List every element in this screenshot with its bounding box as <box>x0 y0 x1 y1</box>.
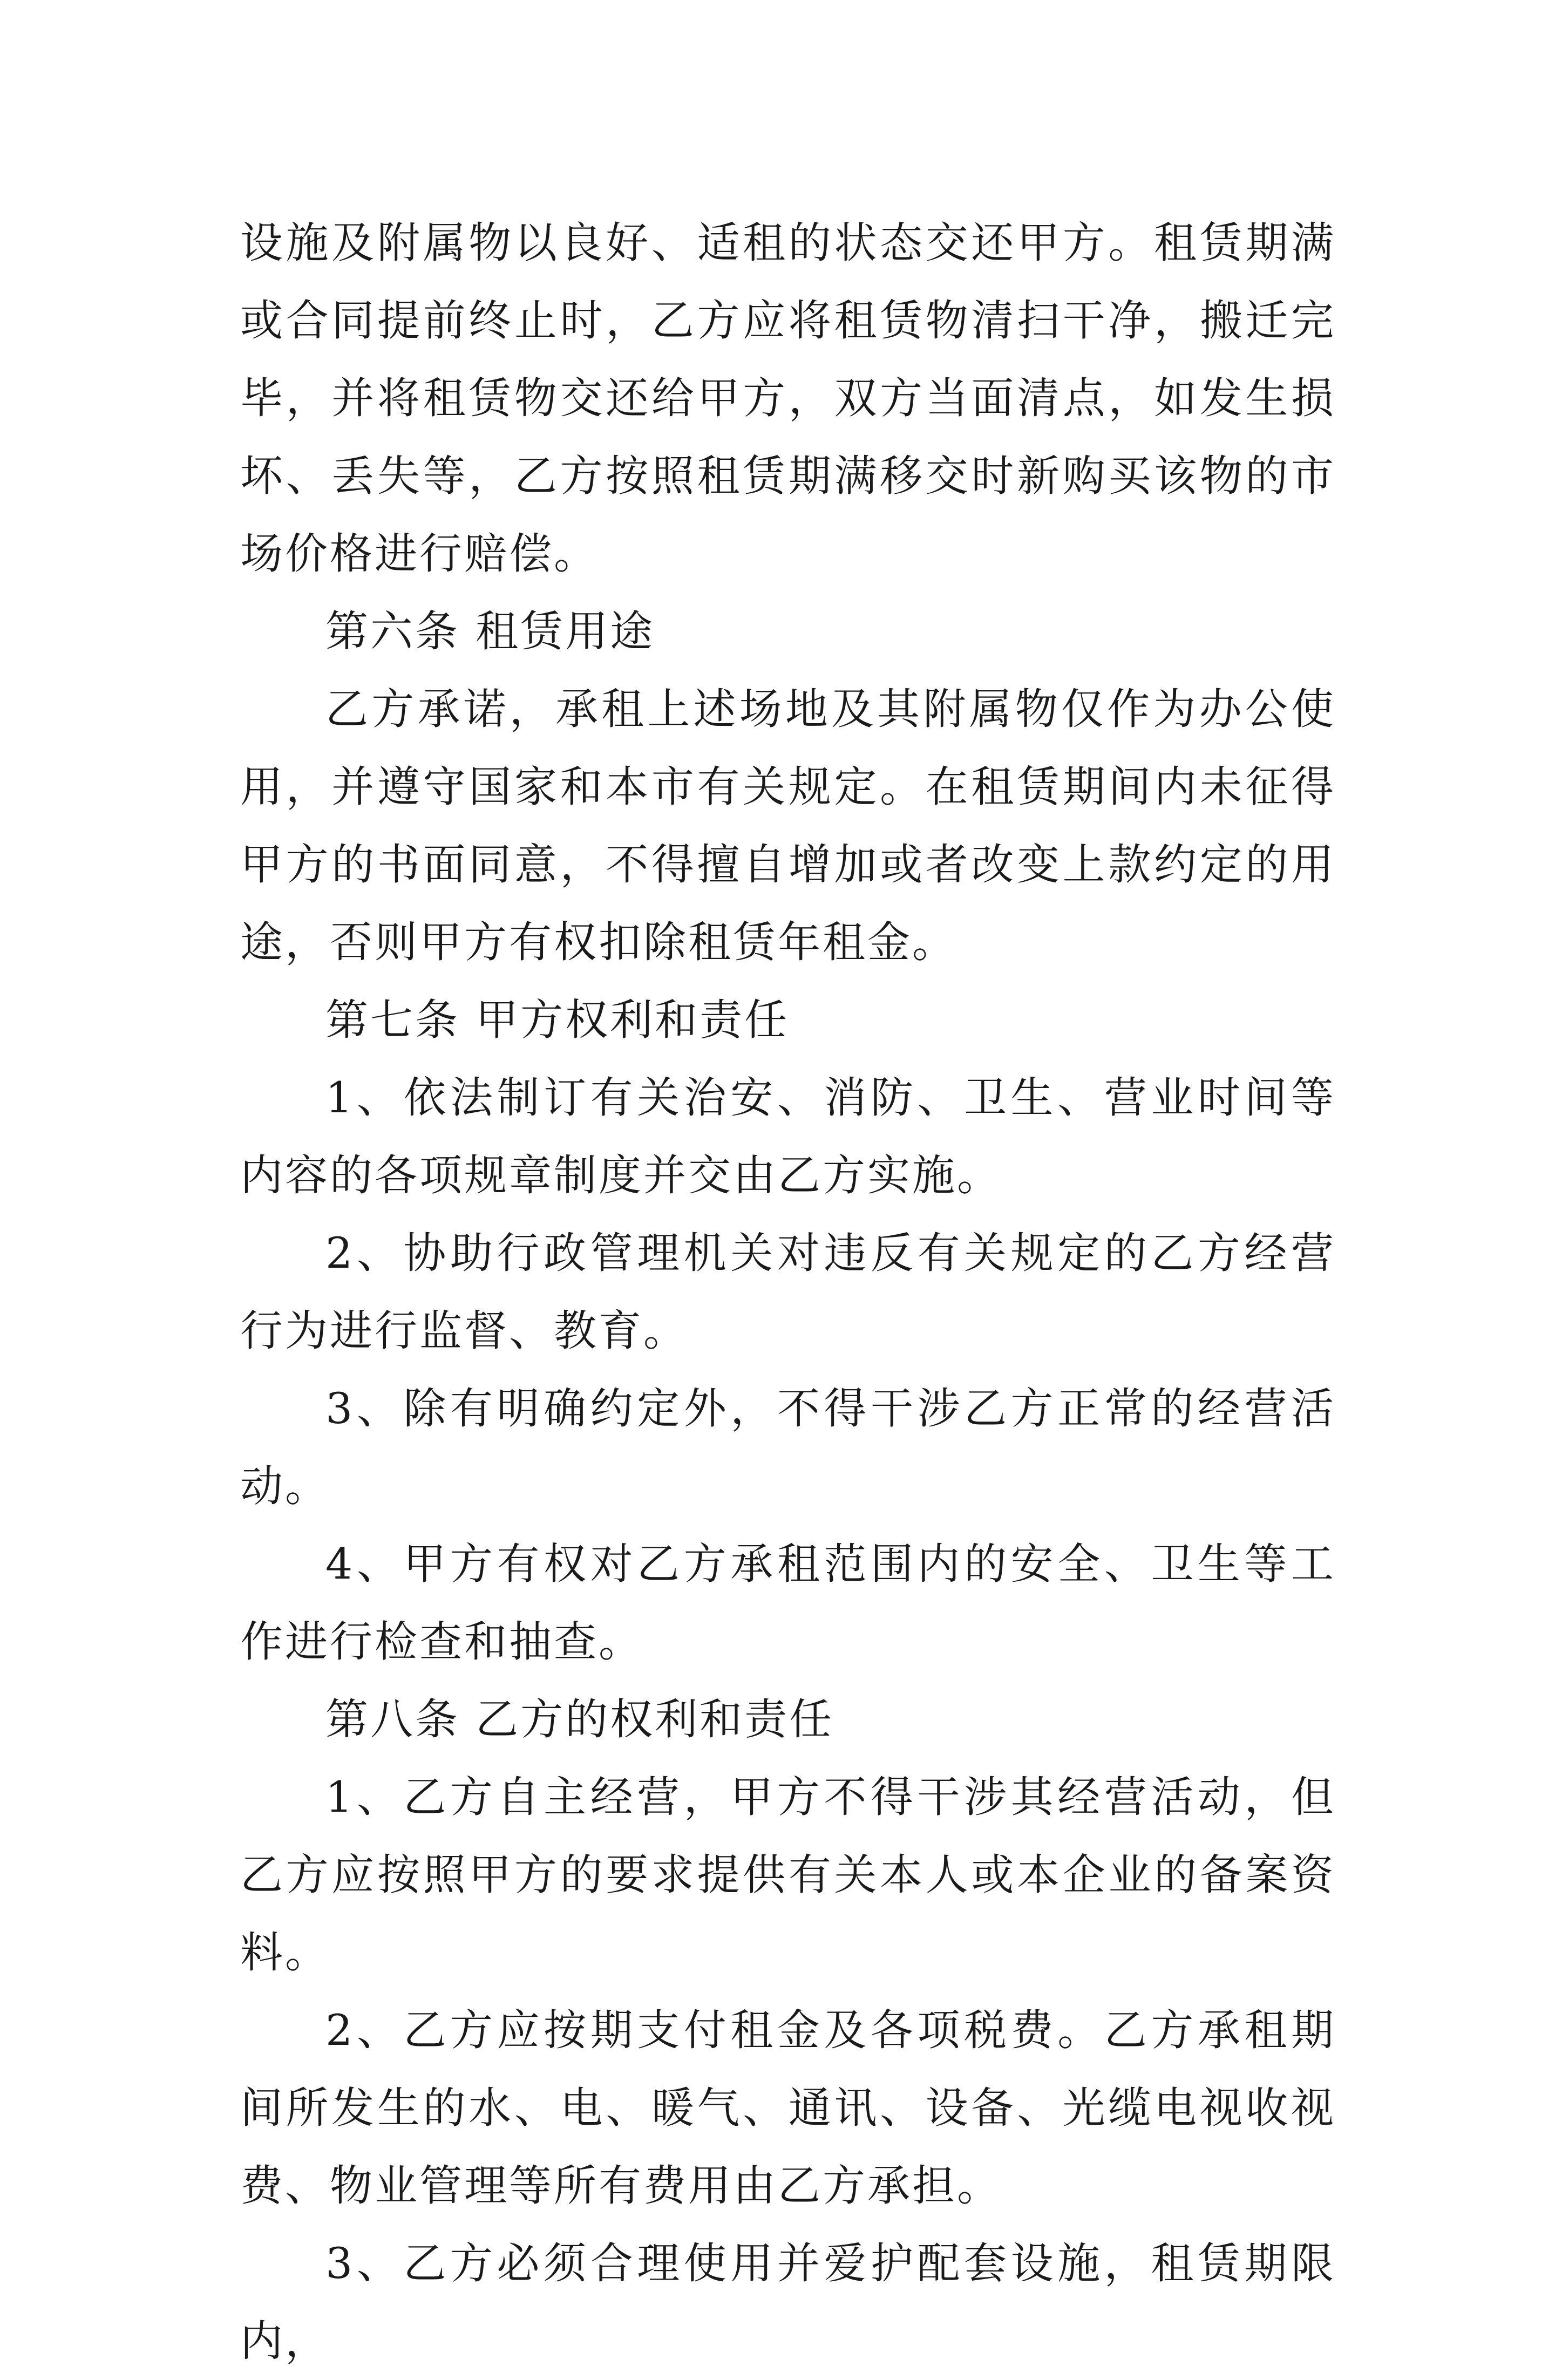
article-8-item-3: 3、乙方必须合理使用并爱护配套设施，租赁期限内， <box>240 2239 1336 2366</box>
article-6-body: 乙方承诺，承租上述场地及其附属物仅作为办公使用，并遵守国家和本市有关规定。在租赁期间内未征得甲方的书面同意，不得擅自增加或者改变上款约定的用途，否则甲方有权扣除租赁年租金。 <box>240 684 1336 967</box>
article-7-heading: 第七条 甲方权利和责任 <box>325 995 790 1045</box>
article-8-heading: 第八条 乙方的权利和责任 <box>325 1695 834 1744</box>
article-7-item-2: 2、协助行政管理机关对违反有关规定的乙方经营行为进行监督、教育。 <box>240 1228 1336 1356</box>
article-8-item-2: 2、乙方应按期支付租金及各项税费。乙方承租期间所发生的水、电、暖气、通讯、设备、光缆电视收视费、物业管理等所有费用由乙方承担。 <box>240 2005 1336 2211</box>
article-8-item-1: 1、乙方自主经营，甲方不得干涉其经营活动，但乙方应按照甲方的要求提供有关本人或本企业的备案资料。 <box>240 1772 1336 1977</box>
article-7-item-3: 3、除有明确约定外，不得干涉乙方正常的经营活动。 <box>240 1384 1336 1511</box>
article-7-item-1: 1、依法制订有关治安、消防、卫生、营业时间等内容的各项规章制度并交由乙方实施。 <box>240 1073 1336 1200</box>
document-body <box>240 204 1336 2380</box>
paragraph-continuation: 设施及附属物以良好、适租的状态交还甲方。租赁期满或合同提前终止时，乙方应将租赁物清扫干净，搬迁完毕，并将租赁物交还给甲方，双方当面清点，如发生损坏、丢失等，乙方按照租赁期满移交时新购买该物的市场价格进行赔偿。 <box>240 218 1336 579</box>
article-7-item-4: 4、甲方有权对乙方承租范围内的安全、卫生等工作进行检查和抽查。 <box>240 1539 1336 1667</box>
article-6-heading: 第六条 租赁用途 <box>325 607 655 656</box>
